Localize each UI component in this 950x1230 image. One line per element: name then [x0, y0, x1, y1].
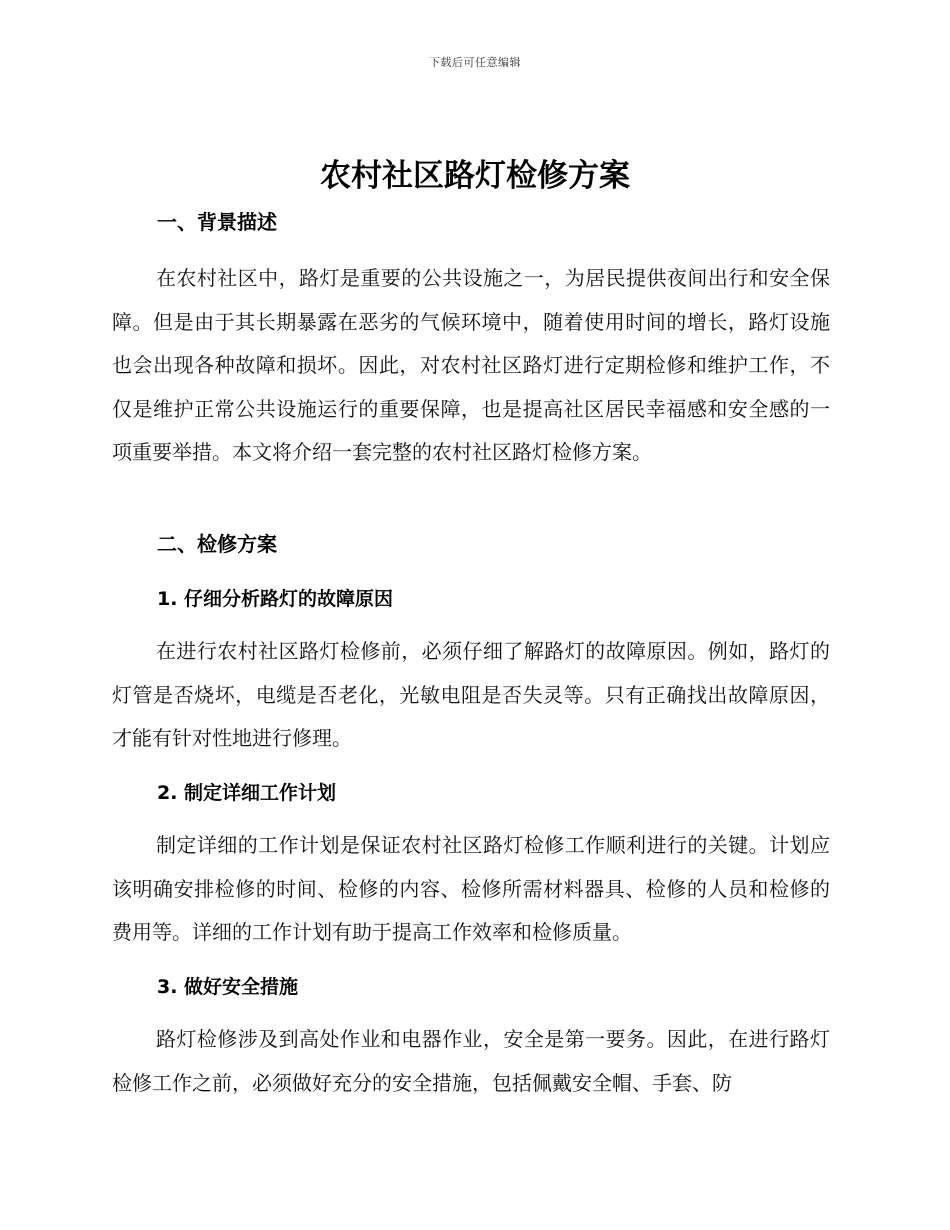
- document-title: 农村社区路灯检修方案: [320, 158, 630, 194]
- section-heading-background: 一、背景描述: [157, 210, 277, 234]
- paragraph-safety: 路灯检修涉及到高处作业和电器作业，安全是第一要务。因此，在进行路灯检修工作之前，必须做好充分的安全措施，包括佩戴安全帽、手套、防: [112, 1027, 830, 1095]
- paragraph-fault-analysis: 在进行农村社区路灯检修前，必须仔细了解路灯的故障原因。例如，路灯的灯管是否烧坏，电缆是否老化，光敏电阻是否失灵等。只有正确找出故障原因，才能有针对性地进行修理。: [112, 639, 830, 750]
- subheading-safety: 3. 做好安全措施: [157, 976, 299, 998]
- subheading-work-plan: 2. 制定详细工作计划: [157, 782, 337, 804]
- section-heading-plan: 二、检修方案: [157, 532, 277, 556]
- header-note: 下载后可任意编辑: [429, 56, 521, 69]
- paragraph-background: 在农村社区中，路灯是重要的公共设施之一，为居民提供夜间出行和安全保障。但是由于其长期暴露在恶劣的气候环境中，随着使用时间的增长，路灯设施也会出现各种故障和损坏。因此，对农村社区路灯进行定期检修和维护工作，不仅是维护正常公共设施运行的重要保障，也是提高社区居民幸福感和安全感的一项重要举措。本文将介绍一套完整的农村社区路灯检修方案。: [112, 266, 830, 464]
- paragraph-work-plan: 制定详细的工作计划是保证农村社区路灯检修工作顺利进行的关键。计划应该明确安排检修的时间、检修的内容、检修所需材料器具、检修的人员和检修的费用等。详细的工作计划有助于提高工作效率和检修质量。: [112, 833, 830, 944]
- subheading-fault-analysis: 1. 仔细分析路灯的故障原因: [157, 588, 394, 610]
